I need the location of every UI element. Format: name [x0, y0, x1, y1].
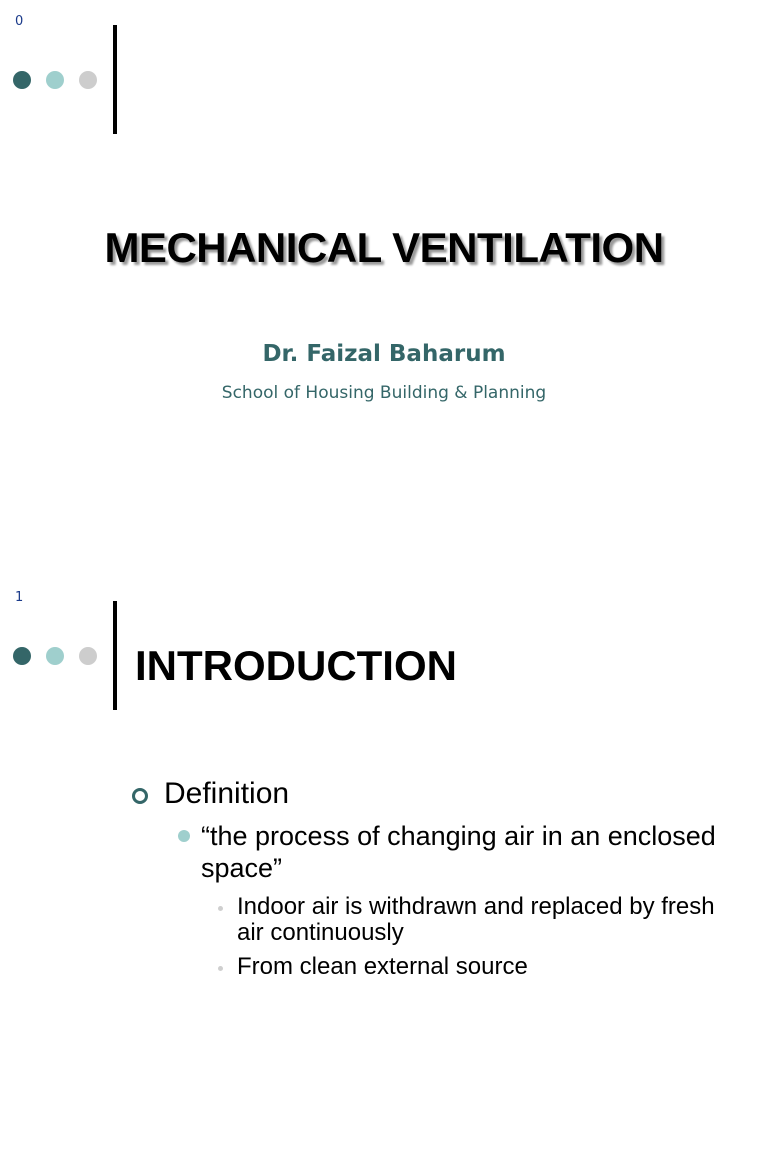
vertical-divider [113, 601, 117, 710]
light-teal-dot-icon [46, 647, 64, 665]
vertical-divider [113, 25, 117, 134]
author-name: Dr. Faizal Baharum [262, 341, 506, 367]
author-affiliation: School of Housing Building & Planning [221, 383, 547, 403]
hollow-circle-bullet-icon [132, 788, 148, 804]
slide-1 [0, 576, 768, 1152]
light-teal-dot-icon [46, 71, 64, 89]
filled-circle-bullet-icon [178, 830, 190, 842]
grey-dot-icon [79, 647, 97, 665]
bullet-level-3: Indoor air is withdrawn and replaced by fresh air continuously [237, 893, 715, 946]
grey-dot-icon [79, 71, 97, 89]
bullet-level-2: “the process of changing air in an enclosed space” [201, 821, 716, 883]
dark-teal-dot-icon [13, 647, 31, 665]
slide-number: 0 [15, 14, 24, 29]
small-dot-bullet-icon [218, 966, 223, 971]
small-dot-bullet-icon [218, 906, 223, 911]
bullet-level-1: Definition [164, 777, 290, 810]
bullet-level-3: From clean external source [237, 953, 528, 980]
slide-title: MECHANICAL VENTILATION [104, 224, 664, 271]
slide-title: INTRODUCTION [135, 642, 457, 689]
dark-teal-dot-icon [13, 71, 31, 89]
slide-number: 1 [15, 590, 24, 605]
